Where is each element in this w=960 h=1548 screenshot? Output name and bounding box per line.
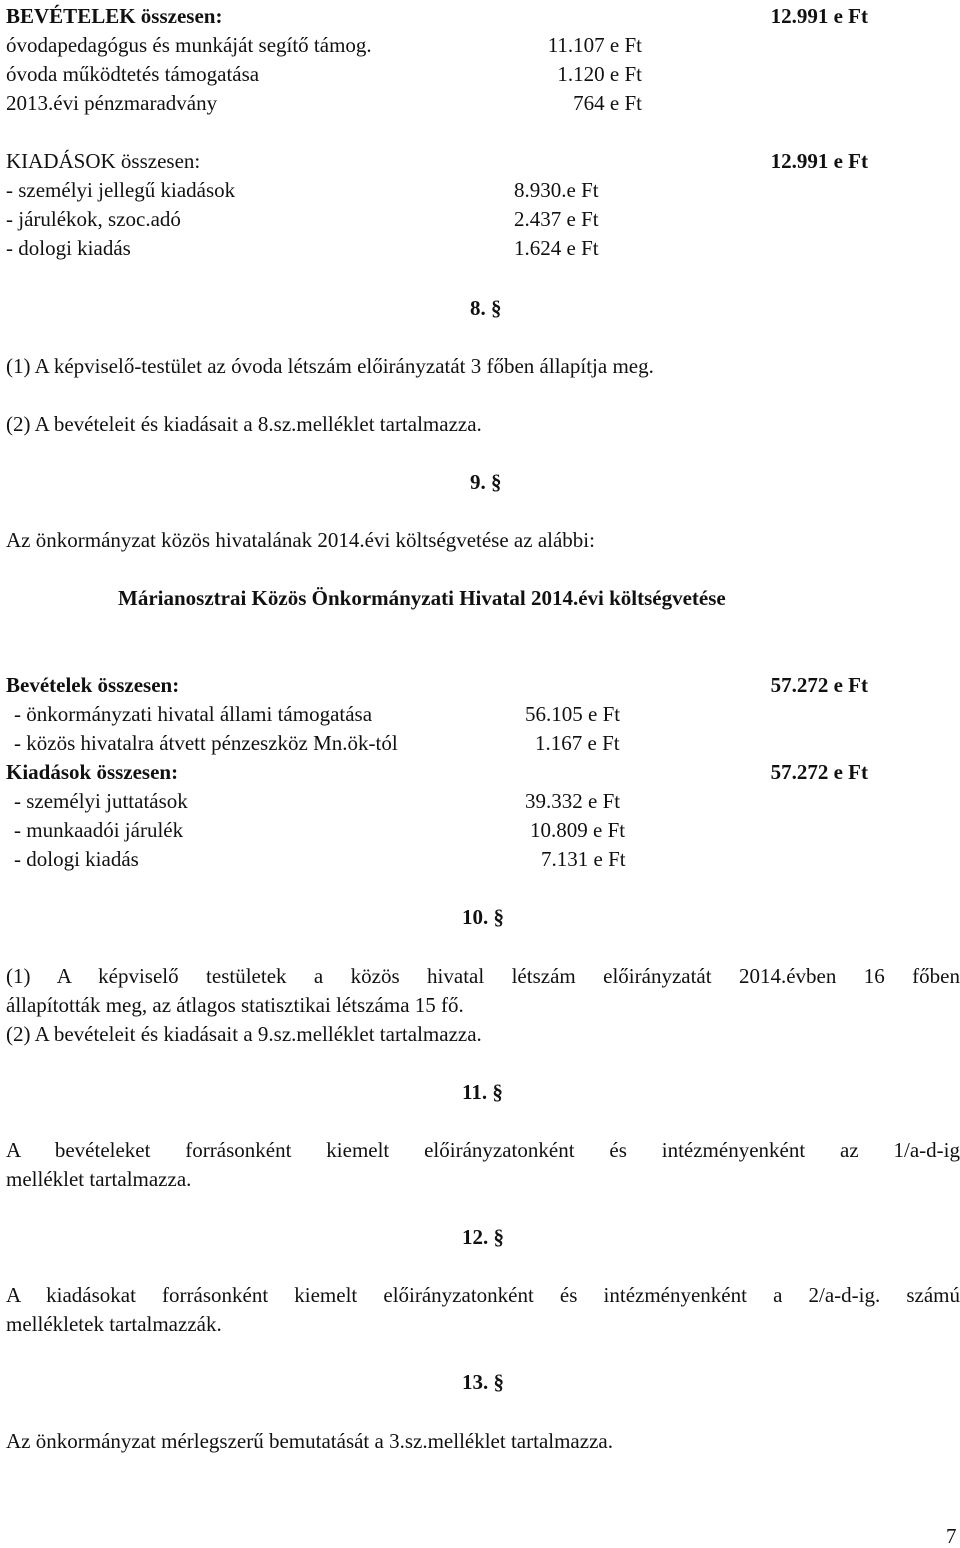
section-9-intro: Az önkormányzat közös hivatalának 2014.évi költségvetése az alábbi: [6,528,595,552]
section-10-para-1-line-1: (1) A képviselő testületek a közös hivatal létszám előirányzatát 2014.évben 16 főben [6,964,960,988]
income-row-label: 2013.évi pénzmaradvány [6,91,218,115]
office-expense-total-label: Kiadások összesen: [6,760,179,784]
section-8-para-1: (1) A képviselő-testület az óvoda létszám előirányzatát 3 főben állapítja meg. [6,354,654,378]
expense-total-label: KIADÁSOK összesen: [6,149,201,173]
office-income-total-value: 57.272 e Ft [770,673,868,697]
income-total-value: 12.991 e Ft [770,4,868,28]
expense-row-value: 1.624 e Ft [514,236,599,260]
section-12-heading: 12. § [462,1225,504,1249]
office-income-row-label: - önkormányzati hivatal állami támogatása [14,702,373,726]
office-expense-total-value: 57.272 e Ft [770,760,868,784]
expense-total-value: 12.991 e Ft [770,149,868,173]
section-13-heading: 13. § [462,1370,504,1394]
section-10-para-2: (2) A bevételeit és kiadásait a 9.sz.melléklet tartalmazza. [6,1022,482,1046]
office-income-row-value: 1.167 e Ft [535,731,620,755]
income-row-label: óvodapedagógus és munkáját segítő támog. [6,33,372,57]
office-expense-row-label: - munkaadói járulék [14,818,184,842]
office-income-row-label: - közös hivatalra átvett pénzeszköz Mn.ök-tól [14,731,398,755]
expense-row-value: 2.437 e Ft [514,207,599,231]
section-11-heading: 11. § [462,1080,503,1104]
office-income-total-label: Bevételek összesen: [6,673,180,697]
section-11-line-1: A bevételeket forrásonként kiemelt előirányzatonként és intézményenként az 1/a-d-ig [6,1138,960,1162]
section-8-para-2: (2) A bevételeit és kiadásait a 8.sz.melléklet tartalmazza. [6,412,482,436]
section-8-heading: 8. § [470,296,502,320]
office-expense-row-value: 7.131 e Ft [541,847,626,871]
section-9-heading: 9. § [470,470,502,494]
section-12-line-2: mellékletek tartalmazzák. [6,1312,222,1336]
section-12-line-1: A kiadásokat forrásonként kiemelt előirányzatonként és intézményenként a 2/a-d-ig. számú [6,1283,960,1307]
income-total-label: BEVÉTELEK összesen: [6,4,223,28]
section-9-title: Márianosztrai Közös Önkormányzati Hivatal 2014.évi költségvetése [118,586,726,610]
income-row-value: 11.107 e Ft [547,33,642,57]
income-row-label: óvoda működtetés támogatása [6,62,260,86]
office-expense-row-label: - dologi kiadás [14,847,139,871]
section-10-para-1-line-2: állapították meg, az átlagos statisztikai létszáma 15 fő. [6,993,464,1017]
section-11-line-2: melléklet tartalmazza. [6,1167,192,1191]
office-expense-row-value: 10.809 e Ft [530,818,626,842]
income-row-value: 1.120 e Ft [557,62,642,86]
section-10-heading: 10. § [462,905,504,929]
office-income-row-value: 56.105 e Ft [525,702,621,726]
expense-row-label: - személyi jellegű kiadások [6,178,236,202]
office-expense-row-label: - személyi juttatások [14,789,188,813]
income-row-value: 764 e Ft [573,91,642,115]
expense-row-label: - dologi kiadás [6,236,131,260]
section-13-para: Az önkormányzat mérlegszerű bemutatását a 3.sz.melléklet tartalmazza. [6,1429,613,1453]
expense-row-label: - járulékok, szoc.adó [6,207,181,231]
office-expense-row-value: 39.332 e Ft [525,789,621,813]
page-number: 7 [946,1524,957,1548]
expense-row-value: 8.930.e Ft [514,178,599,202]
